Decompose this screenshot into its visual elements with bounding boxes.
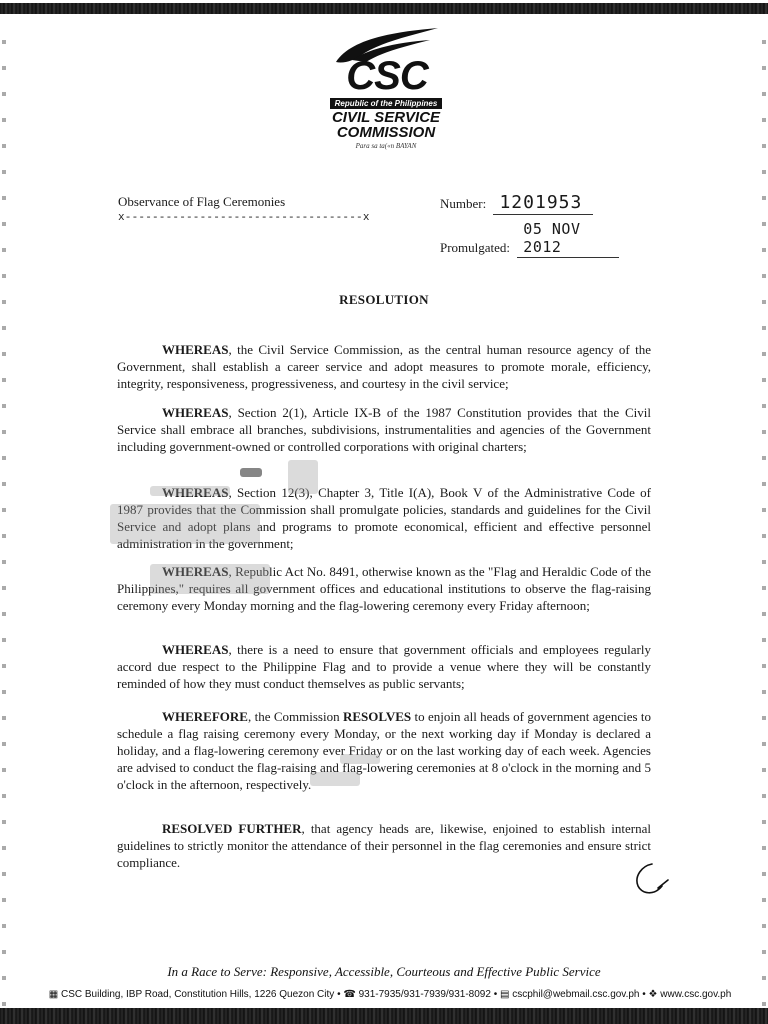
paragraph-text: , the Civil Service Commission, as the central human resource agency of the Government, shall establish a career service and adopt measures to promote morale, efficiency, integrity, responsiveness, progressiveness, and courtesy in the civil service; (117, 342, 651, 391)
separator: • (642, 989, 649, 1000)
footer-website[interactable]: www.csc.gov.ph (660, 989, 732, 1000)
agency-name (320, 110, 452, 140)
agency-name-line1: CIVIL SERVICE (331, 109, 441, 126)
paragraph-lead: WHEREAS (162, 405, 229, 420)
logo-republic-band: Republic of the Philippines (330, 98, 442, 109)
footer-phone: 931-7935/931-7939/931-8092 (358, 989, 491, 1000)
number-value: 1201953 (493, 192, 593, 215)
scan-edge-left (2, 18, 6, 1008)
whereas-paragraph-1 (117, 341, 651, 392)
paragraph-lead: WHEREAS (162, 485, 229, 500)
scan-border-bottom (0, 1008, 768, 1024)
scan-smudge (150, 486, 230, 496)
scan-smudge (150, 564, 270, 594)
footer-address: CSC Building, IBP Road, Constitution Hills, 1226 Quezon City (60, 989, 335, 1000)
promulgated-value: 05 NOV 2012 (517, 220, 619, 258)
paragraph-lead: WHEREAS (162, 642, 229, 657)
resolves-keyword: RESOLVES (342, 709, 412, 724)
scan-smudge (110, 504, 260, 544)
agency-name-line2: COMMISSION (336, 124, 436, 141)
document-title: RESOLUTION (339, 292, 429, 307)
footer-motto: In a Race to Serve: Responsive, Accessible, Courteous and Effective Public Service (167, 964, 601, 979)
paragraph-lead: WHEREAS (162, 564, 229, 579)
paragraph-text: , Republic Act No. 8491, otherwise known as the "Flag and Heraldic Code of the Philippines," requires all government offices and educational institutions to observe the flag-raising ceremony every Monday morning and the flag-lowering ceremony every Friday afternoon; (117, 564, 651, 613)
paragraph-lead: WHEREAS (162, 342, 229, 357)
paragraph-text: , that agency heads are, likewise, enjoined to establish internal guidelines to strictly monitor the attendance of their personnel in the flag ceremonies and ensure strict compliance. (117, 821, 651, 870)
paragraph-text: , Section 12(3), Chapter 3, Title I(A), Book V of the Administrative Code of 1987 provides that the Commission shall promulgate policies, standards and guidelines for the Civil Service and adopt plans and programs to promote economical, efficient and effective personnel administration in the government; (117, 485, 651, 551)
paragraph-text: to enjoin all heads of government agencies to schedule a flag raising ceremony every Monday, or the next working day if Monday is declared a holiday, and a flag-lowering ceremony ever Friday or on the last working day of each week. Agencies are advised to conduct the flag-raising and flag-lowering ceremonies at 8 o'clock in the morning and 5 o'clock in the afternoon, respectively. (117, 709, 652, 792)
scan-edge-right (762, 18, 766, 1008)
whereas-paragraph-5 (117, 641, 651, 692)
paragraph-text: , there is a need to ensure that government officials and employees regularly accord due respect to the Philippine Flag and to provide a venue where they will be constantly reminded of how they must conduct themselves as public servants; (117, 642, 651, 691)
scan-smudge (340, 754, 380, 764)
separator: • (337, 989, 344, 1000)
wherefore-paragraph (117, 708, 651, 793)
logo-text: CSC (346, 54, 428, 98)
resolved-further-paragraph (117, 820, 651, 871)
computer-icon: ▤ (500, 989, 510, 1000)
document-subject: Observance of Flag Ceremonies (118, 194, 286, 209)
scan-smudge (310, 772, 360, 786)
whereas-paragraph-2 (117, 404, 651, 455)
number-label: Number: (440, 196, 487, 211)
scan-smudge (240, 468, 262, 477)
logo-motto: Para sa ta(«n BAYAN (355, 142, 417, 150)
paragraph-text: , Section 2(1), Article IX-B of the 1987 Constitution provides that the Civil Service shall embrace all branches, subdivisions, instrumentalities and agencies of the Government including government-owned or controlled corporations with original charters; (117, 405, 651, 454)
paragraph-lead: WHEREFORE (162, 709, 248, 724)
promulgated-date (440, 220, 619, 258)
handwritten-initial-icon (628, 858, 672, 902)
building-icon: ▦ (48, 989, 59, 1000)
footer-email[interactable]: cscphil@webmail.csc.gov.ph (512, 989, 640, 1000)
scan-border-top (0, 3, 768, 14)
promulgated-label: Promulgated: (440, 240, 511, 255)
csc-logo (320, 26, 452, 154)
scan-smudge (288, 460, 318, 494)
subject-underline: x-----------------------------------x (118, 212, 370, 224)
resolution-number (440, 192, 593, 215)
paragraph-lead: RESOLVED FURTHER (162, 821, 302, 836)
paragraph-text: , the Commission (247, 709, 343, 724)
web-icon: ❖ (648, 989, 658, 1000)
separator: • (493, 989, 500, 1000)
footer-contact (20, 989, 760, 1000)
phone-icon: ☎ (343, 989, 356, 1000)
